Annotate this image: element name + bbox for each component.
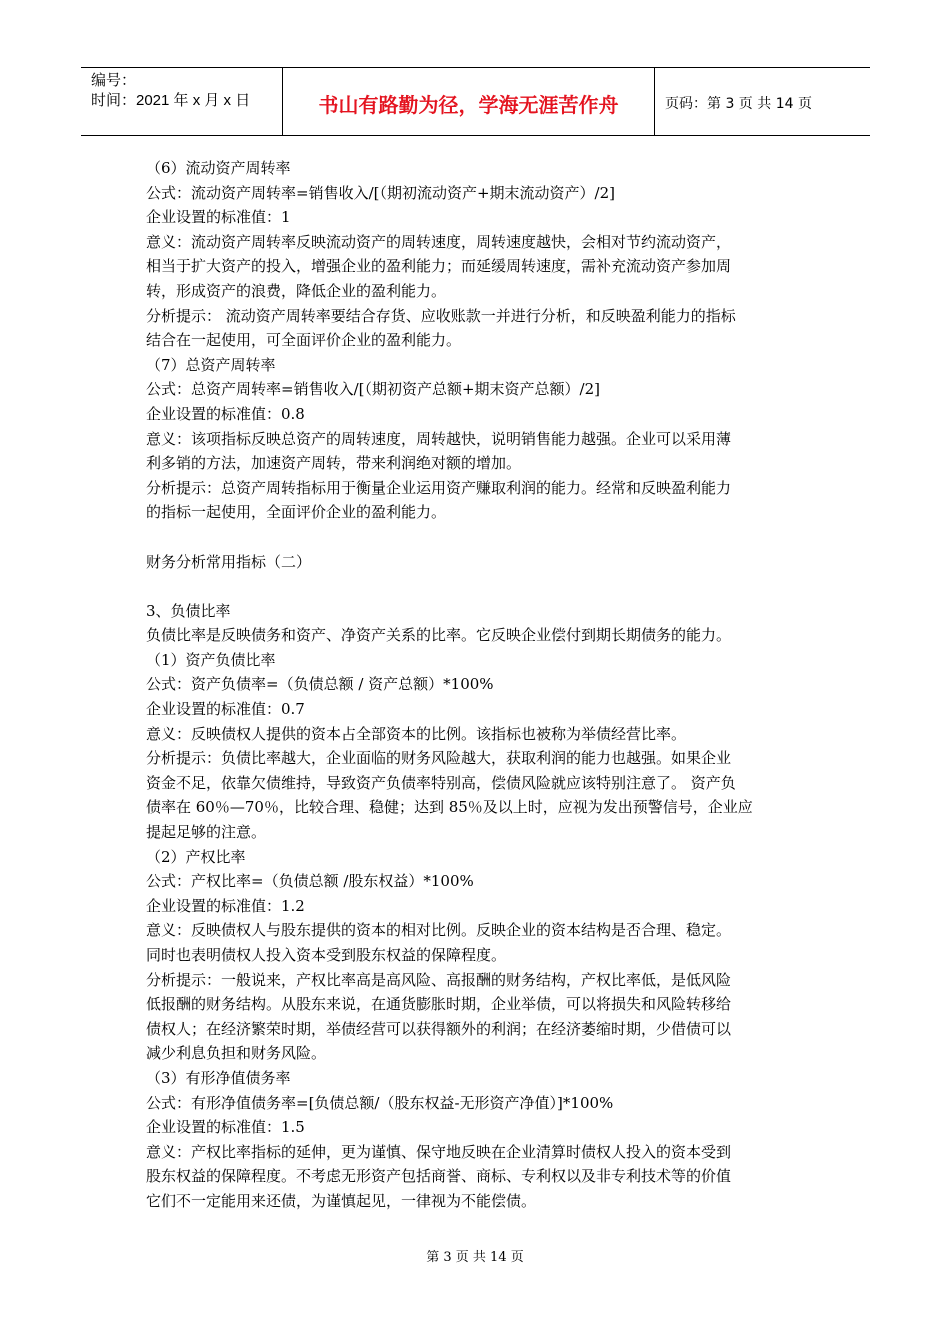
blank-line	[146, 574, 811, 599]
header-meta	[81, 68, 283, 135]
body-line: 分析提示：一般说来，产权比率高是高风险、高报酬的财务结构，产权比率低，是低风险	[146, 970, 732, 989]
body-line: 意义：反映债权人与股东提供的资本的相对比例。反映企业的资本结构是否合理、稳定。	[146, 921, 732, 940]
body-line: 资金不足，依靠欠债维持，导致资产负债率特别高，偿债风险就应该特别注意了。 资产负	[146, 773, 736, 792]
body-line: （2）产权比率	[146, 847, 246, 866]
body-line: 公式：总资产周转率=销售收入/[（期初资产总额+期末资产总额）/2]	[146, 380, 600, 399]
body-line: 意义：产权比率指标的延伸，更为谨慎、保守地反映在企业清算时债权人投入的资本受到	[146, 1142, 732, 1161]
body-line: 相当于扩大资产的投入，增强企业的盈利能力；而延缓周转速度，需补充流动资产参加周	[146, 257, 732, 276]
header-page-info: 页码：第 3 页 共 14 页	[665, 95, 812, 112]
body-line: 意义：该项指标反映总资产的周转速度，周转越快，说明销售能力越强。企业可以采用薄	[146, 429, 732, 448]
body-line: （7）总资产周转率	[146, 355, 276, 374]
body-line: 意义：流动资产周转率反映流动资产的周转速度，周转速度越快，会相对节约流动资产，	[146, 232, 732, 251]
body-line: 债率在 60％—70％，比较合理、稳健；达到 85％及以上时，应视为发出预警信号，企业应	[146, 798, 753, 817]
body-line: 股东权益的保障程度。不考虑无形资产包括商誉、商标、专利权以及非专利技术等的价值	[146, 1167, 732, 1186]
document-number-label: 编号：	[91, 72, 137, 89]
body-line: 企业设置的标准值：0.7	[146, 700, 305, 719]
body-line: 利多销的方法，加速资产周转，带来利润绝对额的增加。	[146, 454, 522, 473]
body-line: 分析提示：负债比率越大，企业面临的财务风险越大，获取利润的能力也越强。如果企业	[146, 749, 732, 768]
body-line: 减少利息负担和财务风险。	[146, 1044, 327, 1063]
header-motto: 书山有路勤为径，学海无涯苦作舟	[283, 68, 655, 135]
body-line: 企业设置的标准值：1	[146, 208, 291, 227]
body-line: （3）有形净值债务率	[146, 1068, 291, 1087]
body-line: 3、负债比率	[146, 601, 231, 620]
body-line: 分析提示： 流动资产周转率要结合存货、应收账款一并进行分析，和反映盈利能力的指标	[146, 306, 736, 325]
body-line: 企业设置的标准值：1.2	[146, 896, 305, 915]
body-line: 公式：有形净值债务率=[负债总额/（股东权益-无形资产净值）]*100%	[146, 1093, 614, 1112]
body-line: 公式：产权比率=（负债总额 /股东权益）*100%	[146, 872, 474, 891]
body-line: 结合在一起使用，可全面评价企业的盈利能力。	[146, 331, 462, 350]
document-date: 时间：2021 年 x 月 x 日	[91, 92, 251, 109]
body-line: （1）资产负债比率	[146, 650, 276, 669]
body-line: 它们不一定能用来还债，为谨慎起见，一律视为不能偿债。	[146, 1191, 537, 1210]
body-line: 低报酬的财务结构。从股东来说，在通货膨胀时期，企业举债，可以将损失和风险转移给	[146, 995, 732, 1014]
body-line: 财务分析常用指标（二）	[146, 552, 312, 571]
page-footer: 第 3 页 共 14 页	[426, 1250, 524, 1265]
body-line: 意义：反映债权人提供的资本占全部资本的比例。该指标也被称为举债经营比率。	[146, 724, 687, 743]
body-line: 提起足够的注意。	[146, 823, 267, 842]
body-line: 公式：流动资产周转率=销售收入/[（期初流动资产+期末流动资产）/2]	[146, 183, 615, 202]
body-line: 债权人；在经济繁荣时期，举债经营可以获得额外的利润；在经济萎缩时期，少借债可以	[146, 1019, 732, 1038]
body-line: 负债比率是反映债务和资产、净资产关系的比率。它反映企业偿付到期长期债务的能力。	[146, 626, 732, 645]
body-line: （6）流动资产周转率	[146, 159, 291, 177]
body-line: 公式：资产负债率=（负债总额 / 资产总额）*100%	[146, 675, 494, 694]
document-body	[146, 156, 811, 1214]
body-line: 企业设置的标准值：0.8	[146, 404, 305, 423]
body-line: 分析提示：总资产周转指标用于衡量企业运用资产赚取利润的能力。经常和反映盈利能力	[146, 478, 732, 497]
body-line: 转，形成资产的浪费，降低企业的盈利能力。	[146, 281, 447, 300]
page-header	[81, 67, 870, 136]
blank-line	[146, 525, 811, 550]
body-line: 的指标一起使用，全面评价企业的盈利能力。	[146, 503, 447, 522]
body-line: 同时也表明债权人投入资本受到股东权益的保障程度。	[146, 946, 507, 964]
body-line: 企业设置的标准值：1.5	[146, 1118, 305, 1137]
